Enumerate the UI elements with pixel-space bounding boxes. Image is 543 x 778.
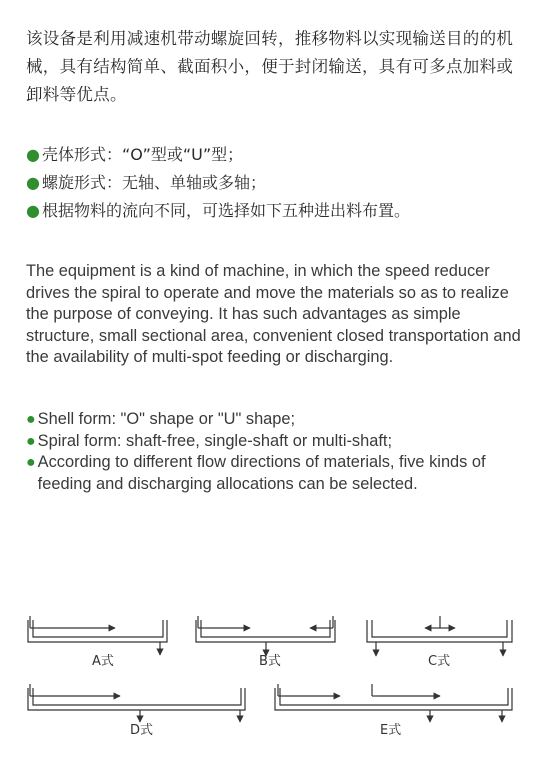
feeding-layout-diagrams <box>0 600 543 778</box>
diagram-a <box>28 616 167 655</box>
bullet-dot-icon: ● <box>26 411 36 428</box>
list-item-text: 根据物料的流向不同，可选择如下五种进出料布置。 <box>41 201 410 220</box>
list-item <box>26 141 526 169</box>
list-item <box>26 197 526 225</box>
diagram-a-label: A式 <box>92 654 114 669</box>
diagram-c-label: C式 <box>428 654 451 669</box>
chinese-intro-paragraph: 该设备是利用减速机带动螺旋回转，推移物料以实现输送目的的机械，具有结构简单、截面积小，便于封闭输送，具有可多点加料或卸料等优点。 <box>26 29 514 104</box>
diagram-c <box>367 616 512 656</box>
list-item <box>26 431 526 453</box>
list-item <box>26 409 526 431</box>
bullet-dot-icon: ● <box>26 173 40 192</box>
chinese-feature-list <box>26 141 526 225</box>
list-item-text: 螺旋形式：无轴、单轴或多轴； <box>41 173 266 192</box>
english-intro-paragraph: The equipment is a kind of machine, in which the speed reducer drives the spiral to operate and move the materials so as to realize the purpose of conveying. It has such advantages as simple structure, small sectional area, convenient closed transportation and the availability of multi-spot feeding or discharging. <box>26 262 521 366</box>
list-item-text: According to different flow directions of materials, five kinds of feeding and discharging allocations can be selected. <box>37 453 486 493</box>
diagram-e-label: E式 <box>380 723 402 738</box>
english-feature-list <box>26 409 526 495</box>
bullet-dot-icon: ● <box>26 454 36 471</box>
list-item-text: Shell form: "O" shape or "U" shape; <box>37 410 296 428</box>
bullet-dot-icon: ● <box>26 201 40 220</box>
list-item <box>26 169 526 197</box>
layout-diagrams-svg <box>0 600 543 778</box>
bullet-dot-icon: ● <box>26 145 40 164</box>
list-item-text: Spiral form: shaft-free, single-shaft or multi-shaft; <box>37 431 393 450</box>
list-item-text: 壳体形式：“O”型或“U”型； <box>41 145 244 164</box>
list-item <box>26 452 526 495</box>
bullet-dot-icon: ● <box>26 432 36 450</box>
diagram-e <box>275 684 512 722</box>
diagram-b <box>196 616 335 656</box>
diagram-d <box>28 684 245 722</box>
diagram-b-label: B式 <box>259 654 281 669</box>
diagram-d-label: D式 <box>130 723 154 738</box>
